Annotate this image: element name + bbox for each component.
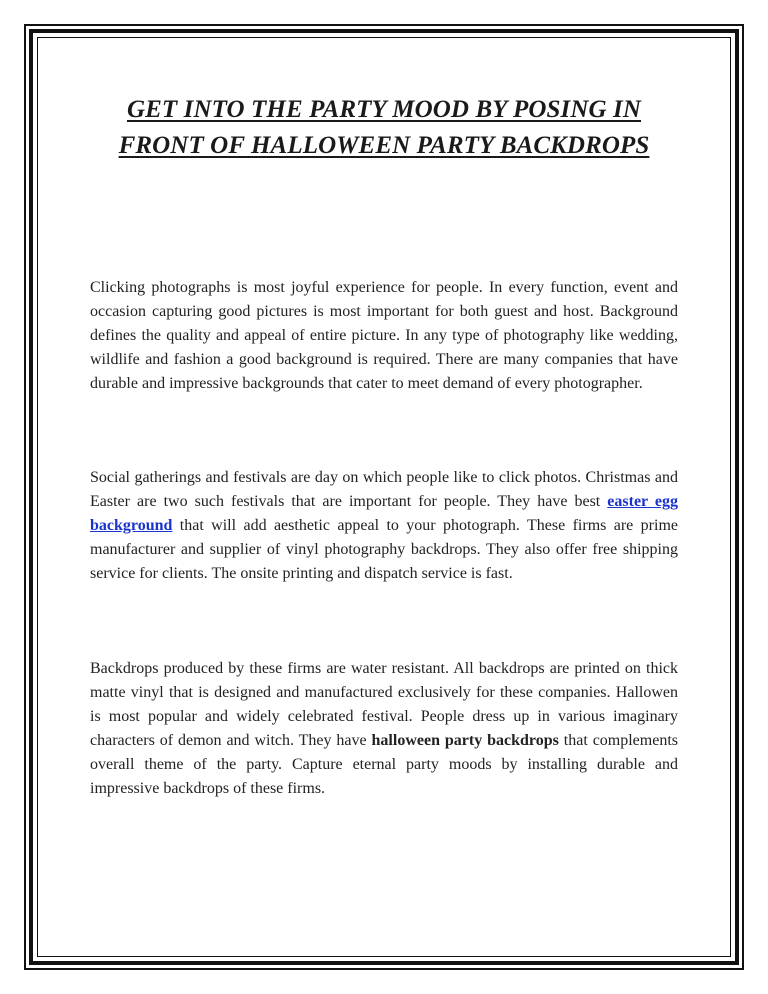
- easter-egg-background-link[interactable]: easter egg background: [90, 493, 678, 534]
- halloween-party-backdrops-keyword: halloween party backdrops: [371, 732, 559, 749]
- paragraph-3-text-after-bold: that complements overall theme of the party. Capture eternal party moods by installing durable and impressive backdrops of these firms.: [90, 732, 679, 797]
- document-title: [70, 92, 698, 164]
- paragraph-1: Clicking photographs is most joyful experience for people. In every function, event and occasion capturing good pictures is most important for both guest and host. Background defines the quality and appeal of entire picture. In any type of photography like wedding, wildlife and fashion a good background is required. There are many companies that have durable and impressive backgrounds that cater to meet demand of every photographer.: [90, 279, 678, 392]
- title-line-1: GET INTO THE PARTY MOOD BY POSING IN: [126, 96, 642, 123]
- paragraph-2-text-before-link: Social gatherings and festivals are day on which people like to click photos. Christmas and Easter are two such festivals that are important for people. They have best: [90, 469, 678, 510]
- paragraph-2: [90, 466, 678, 586]
- paragraph-2-text-after-link: that will add aesthetic appeal to your photograph. These firms are prime manufacturer and supplier of vinyl photography backdrops. They also offer free shipping service for clients. The onsite printing and dispatch service is fast.: [90, 517, 678, 582]
- paragraph-3: [90, 657, 678, 801]
- title-line-2: FRONT OF HALLOWEEN PARTY BACKDROPS: [118, 132, 650, 159]
- paragraph-3-text-before-bold: Backdrops produced by these firms are water resistant. All backdrops are printed on thick matte vinyl that is designed and manufactured exclusively for these companies. Hallowen is most popular and widely celebrated festival. People dress up in various imaginary characters of demon and witch. They have: [90, 660, 678, 749]
